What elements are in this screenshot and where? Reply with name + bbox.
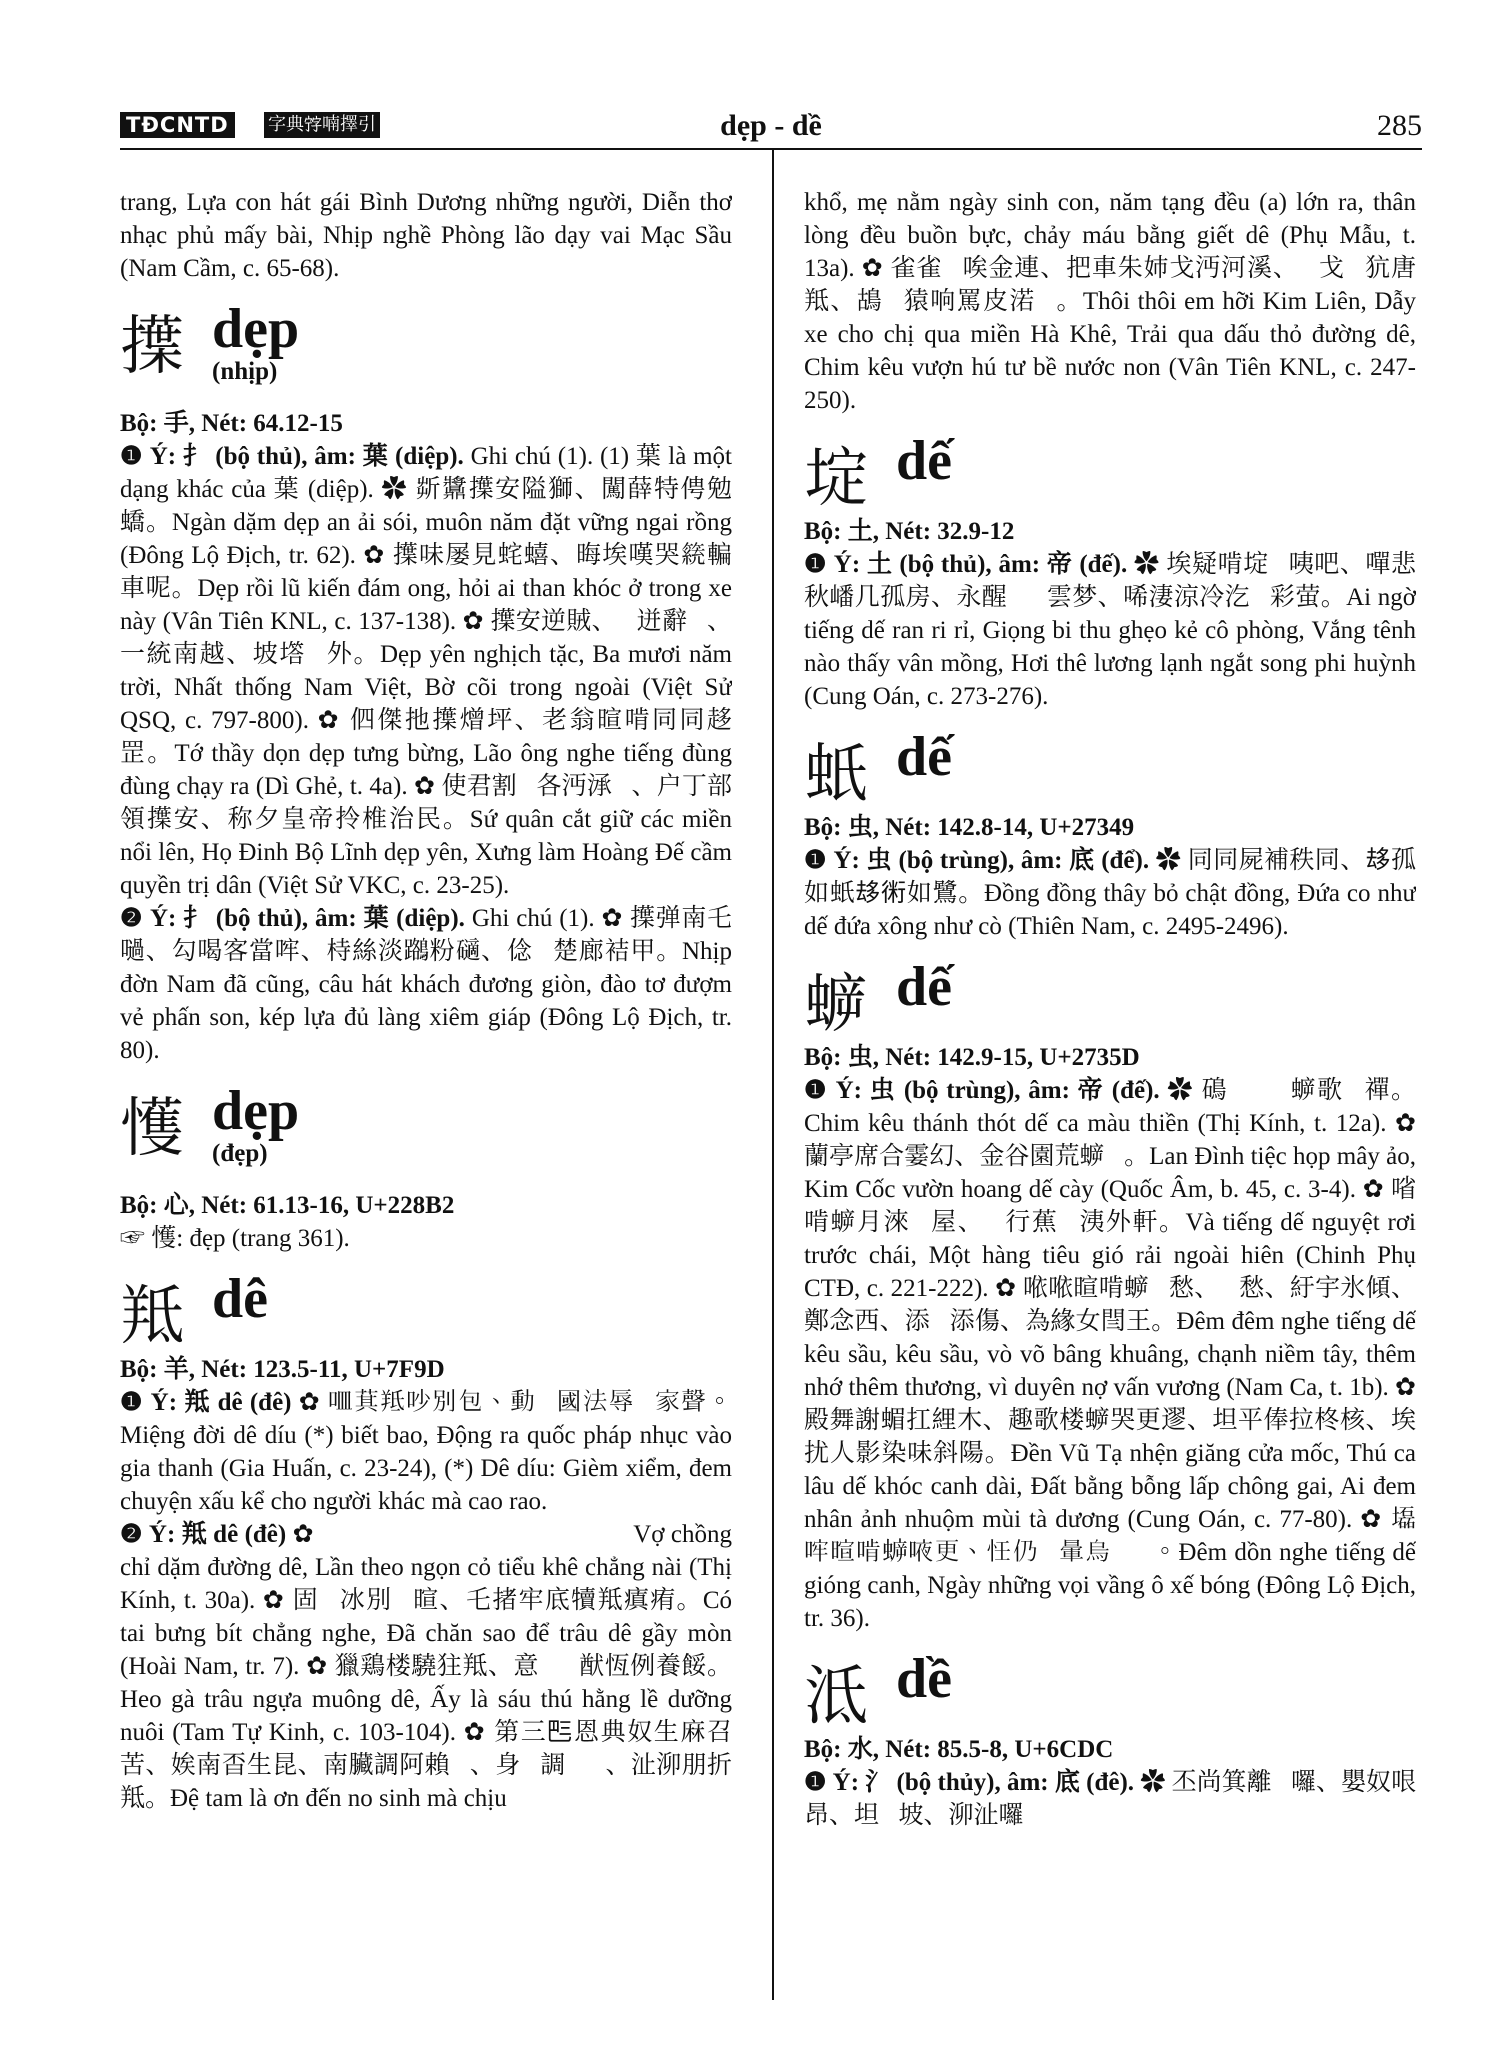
sense-head: ❶ Ý: 扌 (bộ thủ), âm: 葉 (diệp). [120, 443, 464, 470]
dictionary-subtitle-badge: 字典𡨸喃擇引 [264, 112, 380, 138]
entry-headword: dế [896, 430, 952, 492]
entry-header [804, 725, 1416, 811]
sense-paragraph [804, 1766, 1416, 1832]
sense-body: ✿ 䲽𠯇𠸦𠾕蝷歌𦡟禪。Chim kêu thánh thót dế ca màu thiền (Thị Kính, t. 12a). ✿ 蘭亭席合霎幻、金谷園荒蝷𦓿。Lan Đình tiệc họp mây ảo, Kim Cốc vườn hoang dế cày (Quốc Âm, b. 45, c. 3-4). ✿ 㗂啃蝷月淶𨀈屋、𠬠行蕉𦝄洟外軒。Và tiếng dế nguyệt rơi trước chái, Một hàng tiêu gió rải ngoài hiên (Chinh Phụ CTĐ, c. 221-222). ✿ 𠵱𠵱暄啃蝷𪠞愁、𪠞愁、紆宇氷傾、鄭念西、添𢘾添傷、為緣女閆王。Đêm đêm nghe tiếng dế kêu sầu, kêu sầu, vò võ bâng khuâng, chạnh niềm tây, thêm nhớ thêm thương, vì duyên nợ vấn vương (Nam Ca, t. 1b). ✿ 殿舞謝蝞扛䋥木、趣歌楼蝷哭更䢧、坦平俸拉柊核、埃扰人影染味斜陽。Đền Vũ Tạ nhện giăng cửa mốc, Thú ca lâu dế khóc canh dài, Đất bằng bỗng lấp chông gai, Ai đem nhân ảnh nhuộm mùi tà dương (Cung Oán, c. 77-80). ✿ 𡓃哰暄啃蝷㖡更、𢗖仍𣋽暈烏𪸔𦟹。Đêm dồn nghe tiếng dế gióng canh, Ngày những vọi vầng ô xế bóng (Đông Lộ Địch, tr. 36). [804, 1077, 1416, 1632]
entry-headword: dẹp [212, 1080, 300, 1142]
sense-body: ✿ 㪿䵼擛安隘獅、闖薛特俜勉蟜。Ngàn dặm dẹp an ải sói, muôn năm đặt vững ngai rồng (Đông Lộ Địch, tr. 62). ✿ 擛味屡見䖳蟢、晦埃嘆哭𥴗䡢車呢。Dẹp rồi lũ kiến đám ong, hỏi ai than khóc ở trong xe này (Vân Tiên KNL, c. 137-138). ✿ 擛安逆賊、𢀲迸辭𡗶、一統南越、坡㙮𨎠外。Dẹp yên nghịch tặc, Ba mươi năm trời, Nhất thống Nam Việt, Bờ cõi trong ngoài (Việt Sử QSQ, c. 797-800). ✿ 伵傑扡擛熷坪、老翁暄啃同同趍罡。Tớ thầy dọn dẹp tưng bừng, Lão ông nghe tiếng đùng đùng chạy ra (Dì Ghẻ, t. 4a). ✿ 使君割𡨹各沔㴍𡉦、户丁部領擛安、称夕皇帝拎椎治民。Sứ quân cắt giữ các miền nổi lên, Họ Đinh Bộ Lĩnh dẹp yên, Xưng làm Hoàng Đế cầm quyền trị dân (Việt Sử VKC, c. 23-25). [120, 476, 732, 899]
entry-character: 㦜 [120, 1092, 184, 1166]
sense-paragraph [804, 844, 1416, 943]
cross-reference: ☞ 㦜: đẹp (trang 361). [120, 1225, 350, 1252]
entry-headword: dế [896, 726, 952, 788]
sense-body: ✿ 丕尚箕離𦁂囉、嬰奴哏昂、坦𦁂坡、泖沚囉 [804, 1769, 1416, 1829]
entry-headword: dế [896, 956, 952, 1018]
entry-meta: Bộ: 羊, Nét: 123.5-11, U+7F9D [120, 1356, 445, 1383]
sense-head: ❶ Ý: 氵 (bộ thủy), âm: 底 (đê). [804, 1769, 1135, 1796]
header-rule [120, 148, 1422, 150]
sense-head: ❷ Ý: 羝 dê (đê) [120, 1521, 287, 1548]
sense-paragraph [804, 548, 1416, 713]
sense-body: Ghi chú (1). ✿ 擛弹南乇㗻、勾喝客當哰、㭙絲淡𪆽粉𥖾、㑫𢭾楚廊袺甲。Nhịp đờn Nam đã cũng, câu hát khách đương giòn, đào tơ đượm vẻ phấn son, kép lựa đủ làng xiêm giáp (Đông Lộ Địch, tr. 80). [120, 905, 732, 1064]
entry-header [120, 1079, 732, 1189]
entry-meta: Bộ: 虫, Nét: 142.9-15, U+2735D [804, 1044, 1140, 1071]
sense-head: ❶ Ý: 土 (bộ thủ), âm: 帝 (đế). [804, 551, 1128, 578]
dictionary-badge: TĐCNTD [120, 112, 235, 138]
page-header [120, 108, 1422, 148]
sense-head: ❷ Ý: 扌 (bộ thủ), âm: 葉 (diệp). [120, 905, 465, 932]
sense-paragraph [804, 1074, 1416, 1635]
continued-text: khổ, mẹ nằm ngày sinh con, năm tạng đều (a) lớn ra, thân lòng đều buồn bực, chảy máu bằng giết dê (Phụ Mẫu, t. 13a). ✿ 雀雀𡛔唉金連、把車朱姉戈沔河溪、𥑂戈𨀈犺唐羝、鴣𠯇猿响罵皮渃𡳶。Thôi thôi em hỡi Kim Liên, Dẫy xe cho chị qua miền Hà Khê, Trải qua dấu thỏ đường dê, Chim kêu vượn hú tư bề nước non (Vân Tiên KNL, c. 247-250). [804, 189, 1416, 414]
entry-character: 埞 [804, 442, 868, 516]
sense-paragraph [120, 1518, 732, 1815]
continued-text: trang, Lựa con hát gái Bình Dương những người, Diễn thơ nhạc phủ mấy bài, Nhịp nghề Phòng lão dạy vai Mạc Sầu (Nam Cầm, c. 65-68). [120, 189, 732, 282]
entry-header [804, 429, 1416, 515]
column-divider [772, 150, 774, 2000]
sense-head: ❶ Ý: 羝 dê (đê) [120, 1389, 292, 1416]
entry-character: 蝷 [804, 968, 868, 1042]
sense-paragraph [120, 1386, 732, 1518]
entry-variant: (nhịp) [212, 358, 278, 385]
sense-body: ✿ 𠰘萁羝吵別包、動𠡚國法辱𠨡家聲。Miệng đời dê díu (*) biết bao, Động ra quốc pháp nhục vào gia thanh (Gia Huấn, c. 23-24), (*) Dê díu: Gièm xiểm, đem chuyện xấu kể cho người khác mà cao rao. [120, 1389, 732, 1515]
entry-character: 擛 [120, 310, 184, 384]
entry-meta: Bộ: 水, Nét: 85.5-8, U+6CDC [804, 1736, 1114, 1763]
sense-note: Ghi chú (1). (1) 葉 là một dạng khác của 葉 (diệp). [120, 443, 732, 503]
sense-body: ✿ 同同屍補秩同、𠫾孤如蚔𠫾𧗱如鷺。Đồng đồng thây bỏ chật đồng, Đứa co như dế đứa xông như cò (Thiên Nam, c. 2495-2496). [804, 847, 1416, 940]
page-number: 285 [1377, 109, 1422, 142]
entry-variant: (đẹp) [212, 1140, 268, 1167]
sense-head: ❶ Ý: 虫 (bộ trùng), âm: 帝 (đế). [804, 1077, 1160, 1104]
entry-header [804, 1647, 1416, 1733]
entry-headword: dê [212, 1268, 268, 1330]
entry-header [120, 1267, 732, 1353]
sense-paragraph [120, 902, 732, 1067]
entry-headword: dề [896, 1648, 952, 1710]
sense-paragraph [120, 440, 732, 902]
entry-meta: Bộ: 土, Nét: 32.9-12 [804, 518, 1015, 545]
entry-meta: Bộ: 虫, Nét: 142.8-14, U+27349 [804, 814, 1135, 841]
entry-header [804, 955, 1416, 1041]
sense-body: ✿ 埃疑啃埞𠻀咦吧、嘽悲秋嶓几孤房、永醒𠀲𧼸雲梦、唏淒涼冷汔𥨧彩萤。Ai ngờ tiếng dế ran ri rỉ, Giọng bi thu ghẹo kẻ cô phòng, Vắng tênh nào thấy vân mồng, Hơi thê lương lạnh ngắt song phi huỳnh (Cung Oán, c. 273-276). [804, 551, 1416, 710]
entry-headword: dẹp [212, 298, 300, 360]
sense-head: ❶ Ý: 虫 (bộ trùng), âm: 底 (để). [804, 847, 1150, 874]
left-column [120, 186, 732, 1966]
right-column [804, 186, 1416, 1966]
entry-character: 泜 [804, 1660, 868, 1734]
entry-character: 羝 [120, 1280, 184, 1354]
entry-header [120, 297, 732, 407]
entry-meta: Bộ: 心, Nét: 61.13-16, U+228B2 [120, 1192, 455, 1219]
sense-body: ✿ 𡞕𡖡指𢀨唐羝、吝𨅸蔬䩉小溪庄奈。Vợ chồng chỉ dặm đường dê, Lần theo ngọn cỏ tiểu khê chẳng nài (Thị Kính, t. 30a). ✿ 固𦖻冰別𢬣暄、乇㨋牢底犢羝瘨痏。Có tai bưng bít chẳng nghe, Đã chăn sao để trâu dê gầy mòn (Hoài Nam, tr. 7). ✿ 獵鶏楼驍㹥羝、意𤴬𢷀猷恆例養餒。Heo gà trâu ngựa muông dê, Ấy là sáu thú hằng lề dưỡng nuôi (Tam Tự Kinh, c. 103-104). ✿ 第三𠀧恩典奴生麻召苦、娭南㫘生昆、南臟調阿賴𨖅、身𡗶調𨆢𨁍、沚泖朋折羝。Đệ tam là ơn đến no sinh mà chịu [120, 1521, 732, 1812]
entry-meta: Bộ: 手, Nét: 64.12-15 [120, 410, 343, 437]
running-title: dẹp - dề [720, 109, 822, 142]
entry-character: 蚔 [804, 738, 868, 812]
